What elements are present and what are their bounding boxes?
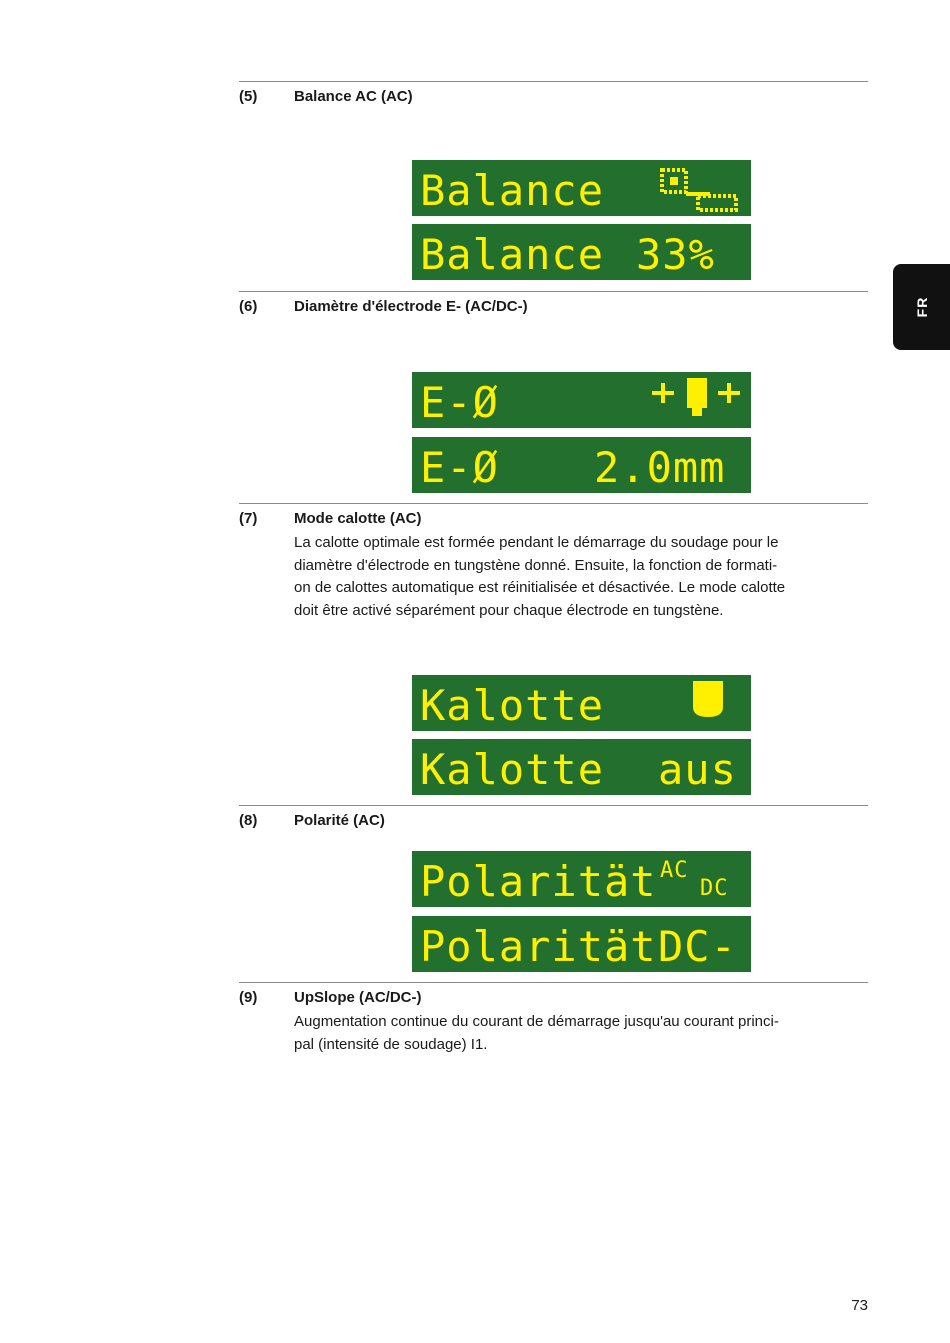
lcd-display-electrode-value	[412, 437, 751, 493]
lcd-text: E-Ø	[420, 378, 499, 427]
lcd-value: 33%	[636, 230, 715, 279]
lcd-text: Balance	[420, 166, 605, 215]
section-title: Mode calotte (AC)	[294, 510, 422, 527]
lcd-text: Polarität	[420, 922, 657, 971]
section-number: (8)	[239, 812, 258, 829]
body-line: diamètre d'électrode en tungstène donné. Ensuite, la fonction de formati-	[294, 556, 778, 574]
lcd-display-electrode-icon	[412, 372, 751, 428]
body-line: on de calottes automatique est réinitialisée et désactivée. Le mode calotte	[294, 579, 786, 596]
balance-icon	[662, 170, 736, 210]
lcd-display-balance-icon	[412, 160, 751, 216]
lcd-display-calotte-value	[412, 739, 751, 795]
body-line: pal (intensité de soudage) I1.	[294, 1035, 488, 1053]
lcd-text: E-Ø	[420, 443, 499, 492]
section-title: Diamètre d'électrode E- (AC/DC-)	[294, 298, 528, 315]
section-divider	[239, 81, 868, 82]
lcd-display-calotte-icon	[412, 675, 751, 731]
body-line: Augmentation continue du courant de démarrage jusqu'au courant princi-	[294, 1013, 779, 1030]
section-number: (6)	[239, 298, 258, 315]
lcd-text: Balance	[420, 230, 605, 279]
section-title: Balance AC (AC)	[294, 88, 413, 105]
language-tab-label: FR	[913, 296, 930, 318]
section-divider	[239, 291, 868, 292]
section-body	[294, 1011, 868, 1056]
language-tab	[893, 264, 950, 350]
lcd-display-polarity-value	[412, 916, 751, 972]
section-divider	[239, 805, 868, 806]
electrode-diameter-icon	[652, 378, 740, 416]
lcd-text: Kalotte	[420, 681, 605, 730]
section-title: UpSlope (AC/DC-)	[294, 989, 422, 1006]
section-divider	[239, 982, 868, 983]
lcd-dc-label: DC	[700, 876, 729, 901]
calotte-icon	[693, 681, 723, 717]
lcd-value: 2.0mm	[594, 443, 726, 492]
section-number: (9)	[239, 989, 258, 1006]
page-number: 73	[851, 1297, 868, 1314]
section-divider	[239, 503, 868, 504]
body-line: La calotte optimale est formée pendant le démarrage du soudage pour le	[294, 534, 779, 551]
lcd-ac-label: AC	[660, 858, 689, 883]
lcd-value: DC-	[658, 922, 737, 971]
lcd-value: aus	[658, 745, 737, 794]
section-number: (5)	[239, 88, 258, 105]
lcd-text: Kalotte	[420, 745, 605, 794]
lcd-display-polarity-icon	[412, 851, 751, 907]
section-title: Polarité (AC)	[294, 812, 385, 829]
body-line: doit être activé séparément pour chaque électrode en tungstène.	[294, 601, 724, 619]
section-body	[294, 532, 868, 622]
lcd-display-balance-value	[412, 224, 751, 280]
section-number: (7)	[239, 510, 258, 527]
lcd-text: Polarität	[420, 857, 657, 906]
